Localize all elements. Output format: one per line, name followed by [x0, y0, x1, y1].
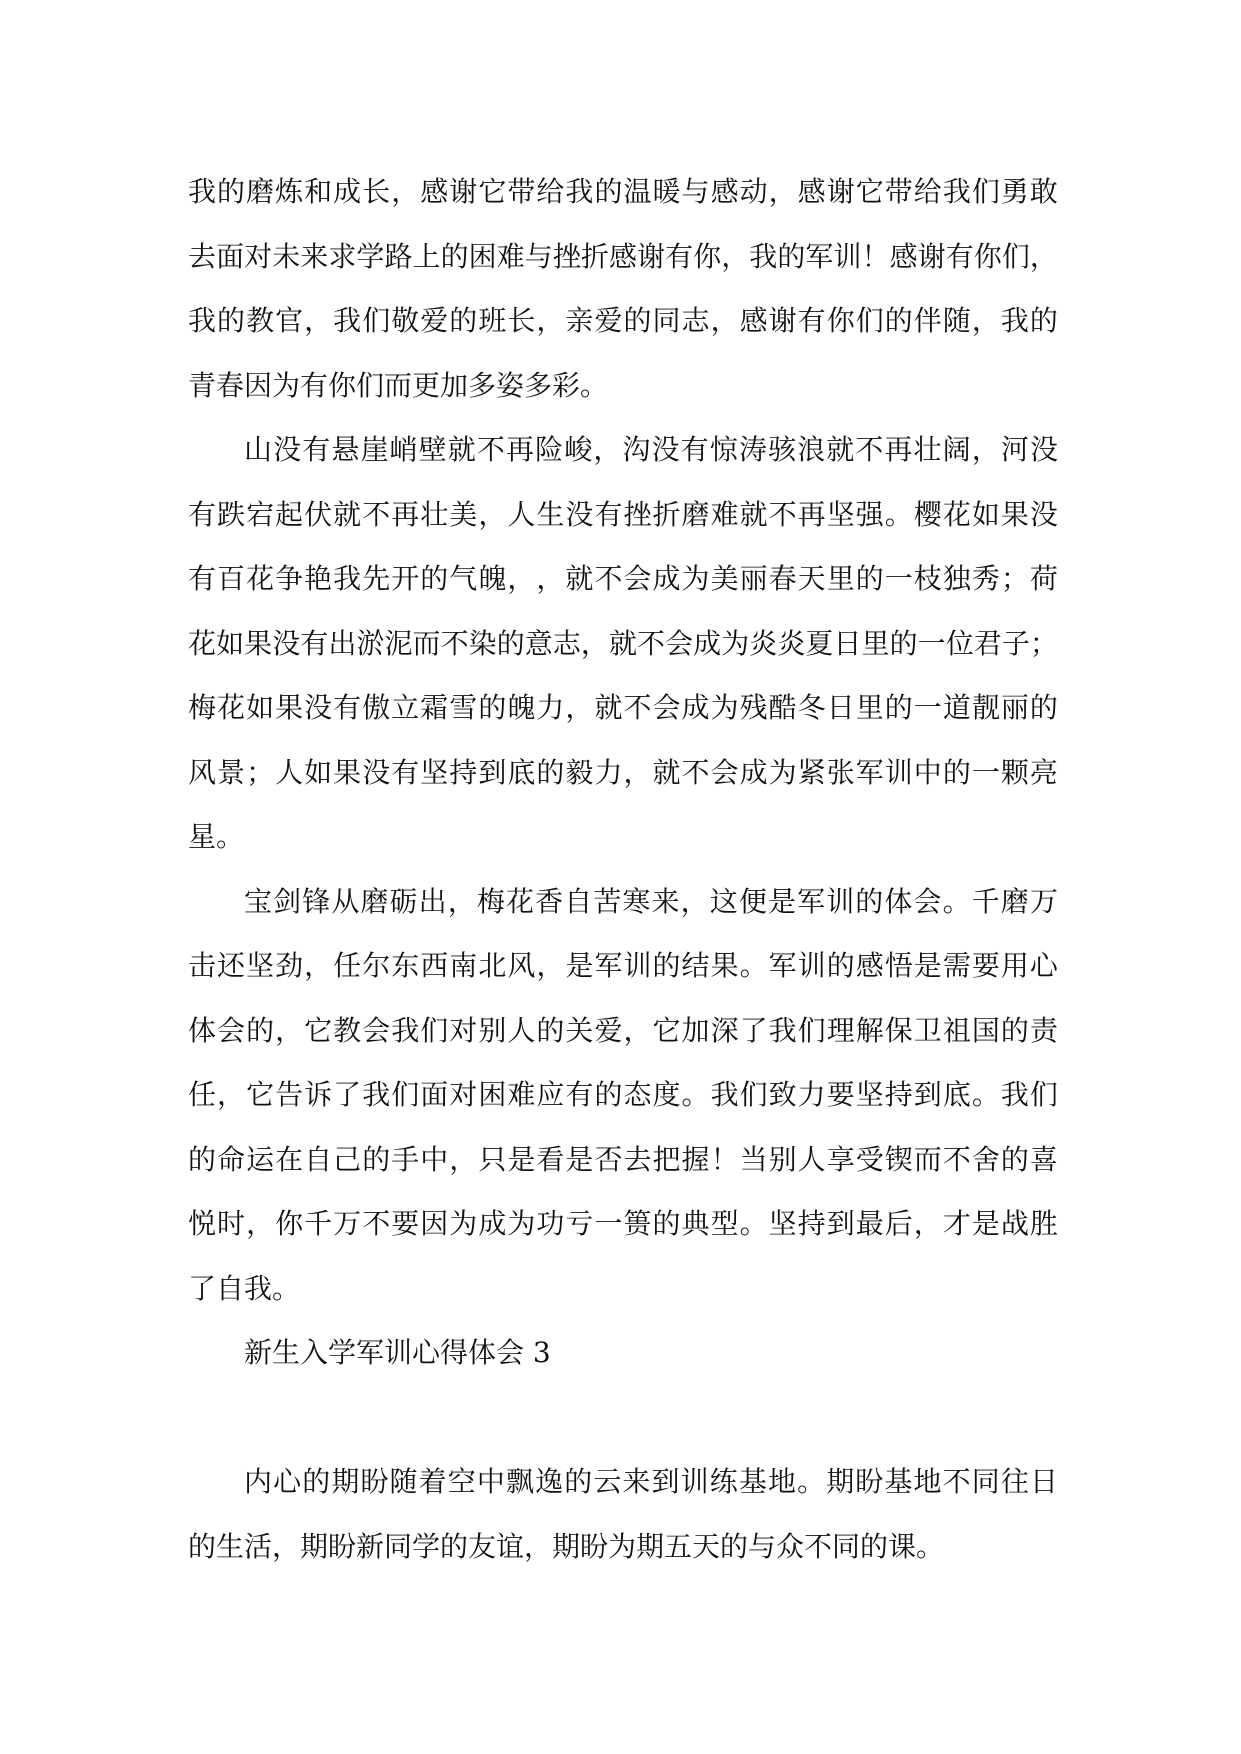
text-line: 击 还 坚 劲 ， 任 尔 东 西 南 北 风 ， 是 军 训 的 结 果 。 军 训 的 感 悟 是 需 要 用 心 — [188, 949, 1058, 982]
text-line: 花 如 果 没 有 出 淤 泥 而 不 染 的 意 志 ， 就 不 会 成 为 炎 炎 夏 日 里 的 一 位 君 子 ； — [188, 626, 1058, 660]
text-line: 有 百 花 争 艳 我 先 开 的 气 魄 ， ， 就 不 会 成 为 美 丽 春 天 里 的 一 枝 独 秀 ； 荷 — [188, 562, 1058, 595]
text-line: 体 会 的 ， 它 教 会 我 们 对 别 人 的 关 爱 ， 它 加 深 了 我 们 理 解 保 卫 祖 国 的 责 — [188, 1013, 1058, 1047]
text-line: 青春因为有你们而更加多姿多彩。 — [188, 368, 609, 402]
text-line: 风 景 ； 人 如 果 没 有 坚 持 到 底 的 毅 力 ， 就 不 会 成 为 紧 张 军 训 中 的 一 颗 亮 — [188, 755, 1058, 789]
text-line: 我 的 教 官 ， 我 们 敬 爱 的 班 长 ， 亲 爱 的 同 志 ， 感 谢 有 你 们 的 伴 随 ， 我 的 — [188, 304, 1058, 337]
text-line: 星。 — [188, 820, 245, 853]
paragraph — [188, 1450, 1058, 1579]
text-line: 的 命 运 在 自 己 的 手 中 ， 只 是 看 是 否 去 把 握 ！ 当 别 人 享 受 锲 而 不 舍 的 喜 — [188, 1142, 1058, 1176]
text-line: 的生活，期盼新同学的友谊，期盼为期五天的与众不同的课。 — [188, 1529, 945, 1563]
text-line: 宝 剑 锋 从 磨 砺 出 ， 梅 花 香 自 苦 寒 来 ， 这 便 是 军 训 的 体 会 。 千 磨 万 — [244, 884, 1058, 918]
text-line: 新生入学军训心得体会 3 — [244, 1336, 551, 1369]
text-line: 梅 花 如 果 没 有 傲 立 霜 雪 的 魄 力 ， 就 不 会 成 为 残 酷 冬 日 里 的 一 道 靓 丽 的 — [188, 691, 1058, 724]
paragraph — [188, 870, 1058, 1322]
text-line: 去 面 对 未 来 求 学 路 上 的 困 难 与 挫 折 感 谢 有 你 ， 我 的 军 训 ！ 感 谢 有 你 们 ， — [188, 239, 1058, 273]
text-line: 我 的 磨 炼 和 成 长 ， 感 谢 它 带 给 我 的 温 暖 与 感 动 ， 感 谢 它 带 给 我 们 勇 敢 — [188, 175, 1058, 208]
text-line: 山 没 有 悬 崖 峭 壁 就 不 再 险 峻 ， 沟 没 有 惊 涛 骇 浪 就 不 再 壮 阔 ， 河 没 — [244, 433, 1058, 466]
text-line: 了自我。 — [188, 1271, 301, 1305]
text-line: 任 ， 它 告 诉 了 我 们 面 对 困 难 应 有 的 态 度 。 我 们 致 力 要 坚 持 到 底 。 我 们 — [188, 1078, 1058, 1111]
text-line: 有 跌 宕 起 伏 就 不 再 壮 美 ， 人 生 没 有 挫 折 磨 难 就 不 再 坚 强 。 樱 花 如 果 没 — [188, 497, 1058, 531]
text-line: 悦 时 ， 你 千 万 不 要 因 为 成 为 功 亏 一 篑 的 典 型 。 坚 持 到 最 后 ， 才 是 战 胜 — [188, 1207, 1058, 1240]
text-line: 内 心 的 期 盼 随 着 空 中 飘 逸 的 云 来 到 训 练 基 地 。 期 盼 基 地 不 同 往 日 — [244, 1465, 1058, 1498]
paragraph — [188, 418, 1058, 870]
section-heading — [188, 1321, 1058, 1386]
document-body — [188, 160, 1058, 1579]
paragraph — [188, 160, 1058, 418]
